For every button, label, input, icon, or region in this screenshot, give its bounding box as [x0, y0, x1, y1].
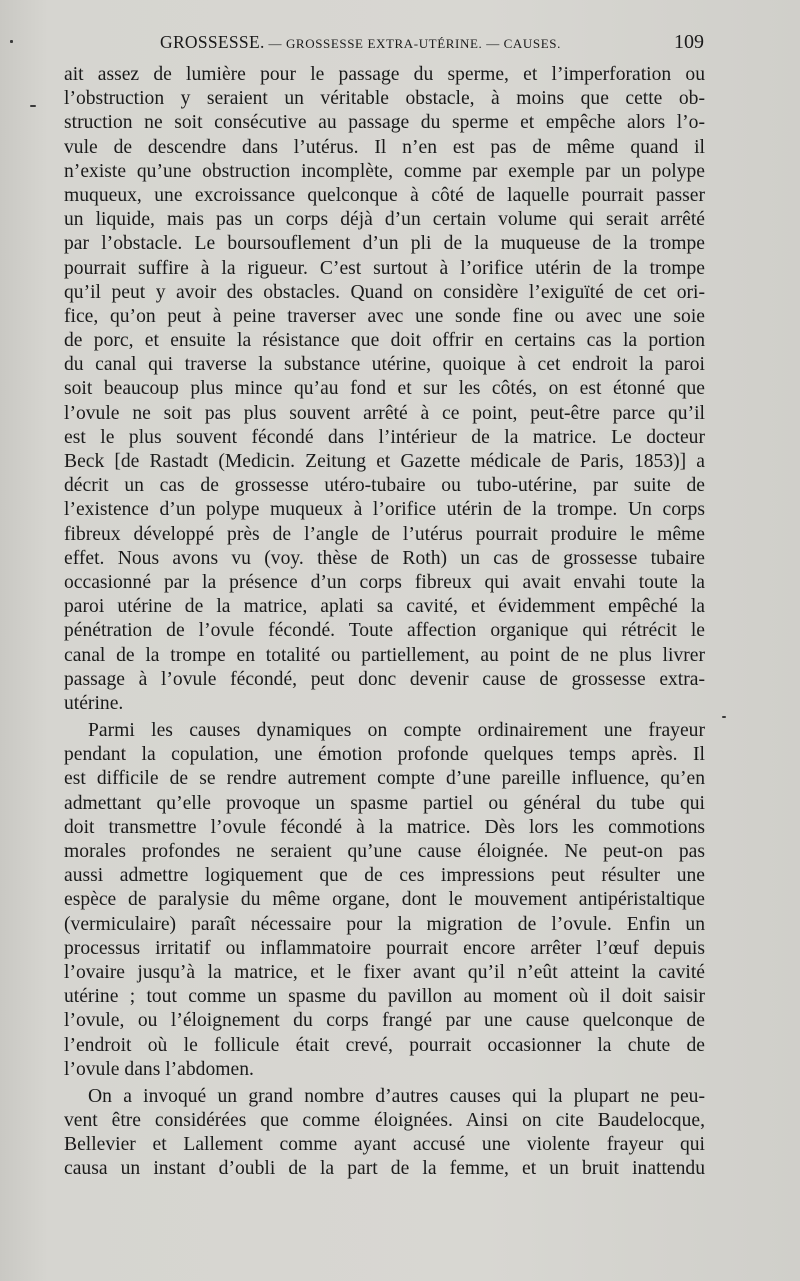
text-line: l’obstruction y seraient un véritable obstacle, à moins que cette ob-	[64, 88, 705, 110]
text-line: processus irritatif ou inflammatoire pourrait encore arrêter l’œuf depuis	[64, 937, 705, 959]
text-line: l’ovaire jusqu’à la matrice, et le fixer avant qu’il n’eût atteint la cavité	[64, 961, 705, 983]
running-title	[160, 32, 561, 53]
text-line: l’ovule ne soit pas plus souvent arrêté à ce point, peut-être parce qu’il	[64, 402, 705, 424]
text-line: muqueux, une excroissance quelconque à côté de laquelle pourrait passer	[64, 184, 705, 206]
text-line: fibreux développé près de l’angle de l’utérus pourrait produire le même	[64, 523, 705, 545]
text-line: vule de descendre dans l’utérus. Il n’en est pas de même quand il	[64, 136, 705, 158]
text-line: pénétration de l’ovule fécondé. Toute affection organique qui rétrécit le	[64, 620, 705, 642]
text-line: aussi admettre logiquement que de ces impressions peut résulter une	[64, 865, 705, 887]
text-line: On a invoqué un grand nombre d’autres causes qui la plupart ne peu-	[88, 1085, 705, 1107]
text-line: pendant la copulation, une émotion profonde quelques temps après. Il	[64, 744, 705, 766]
text-line: un liquide, mais pas un corps déjà d’un certain volume qui serait arrêté	[64, 209, 705, 231]
text-line: canal de la trompe en totalité ou partiellement, au point de ne plus livrer	[64, 644, 705, 666]
text-line: l’endroit où le follicule était crevé, pourrait occasionner la chute de	[64, 1034, 705, 1056]
text-line: (vermiculaire) paraît nécessaire pour la migration de l’ovule. Enfin un	[64, 913, 705, 935]
text-line: est le plus souvent fécondé dans l’intérieur de la matrice. Le docteur	[64, 426, 705, 448]
text-line: du canal qui traverse la substance utérine, quoique à cet endroit la paroi	[64, 354, 705, 376]
text-line: l’ovule dans l’abdomen.	[64, 1058, 254, 1080]
page-speck	[722, 716, 726, 718]
body-text	[64, 63, 705, 1182]
text-line: utérine.	[64, 692, 124, 714]
page-speck	[30, 105, 36, 107]
text-line: vent être considérées que comme éloignées. Ainsi on cite Baudelocque,	[64, 1110, 705, 1132]
text-line: n’existe qu’une obstruction incomplète, comme par exemple par un polype	[64, 160, 705, 182]
text-line: soit beaucoup plus mince qu’au fond et sur les côtés, on est étonné que	[64, 378, 705, 400]
text-line: qu’il peut y avoir des obstacles. Quand on considère l’exiguïté de cet ori-	[64, 281, 705, 303]
text-line: pourrait suffire à la rigueur. C’est surtout à l’orifice utérin de la trompe	[64, 257, 705, 279]
text-line: passage à l’ovule fécondé, peut donc devenir cause de grossesse extra-	[64, 668, 705, 690]
text-line: fice, qu’on peut à peine traverser avec une sonde fine ou avec une soie	[64, 305, 705, 327]
text-line: l’ovule, ou l’éloignement du corps frangé par une cause quelconque de	[64, 1010, 705, 1032]
paragraph	[64, 719, 705, 1082]
text-line: de porc, et ensuite la résistance que doit offrir en certains cas la portion	[64, 330, 705, 352]
text-line: causa un instant d’oubli de la part de la femme, et un bruit inattendu	[64, 1158, 705, 1180]
running-header	[64, 32, 704, 56]
text-line: effet. Nous avons vu (voy. thèse de Roth) un cas de grossesse tubaire	[64, 547, 705, 569]
text-line: doit transmettre l’ovule fécondé à la matrice. Dès lors les commotions	[64, 816, 705, 838]
text-line: décrit un cas de grossesse utéro-tubaire ou tubo-utérine, par suite de	[64, 475, 705, 497]
text-line: paroi utérine de la matrice, aplati sa cavité, et évidemment empêché la	[64, 596, 705, 618]
text-line: admettant qu’elle provoque un spasme partiel ou général du tube qui	[64, 792, 705, 814]
text-line: Beck [de Rastadt (Medicin. Zeitung et Gazette médicale de Paris, 1853)] a	[64, 451, 705, 472]
page-speck	[10, 40, 13, 43]
text-line: Bellevier et Lallement comme ayant accusé une violente frayeur qui	[64, 1134, 705, 1156]
text-line: l’existence d’un polype muqueux à l’orifice utérin de la trompe. Un corps	[64, 499, 705, 521]
text-line: par l’obstacle. Le boursouflement d’un pli de la muqueuse de la trompe	[64, 233, 705, 255]
paragraph	[64, 1085, 705, 1182]
text-line: espèce de paralysie du même organe, dont le mouvement antipéristaltique	[64, 889, 705, 911]
text-line: est difficile de se rendre autrement compte d’une pareille influence, qu’en	[64, 768, 705, 790]
running-title-subtitle: — GROSSESSE EXTRA-UTÉRINE. — CAUSES.	[264, 36, 561, 51]
text-line: occasionné par la présence d’un corps fibreux qui avait envahi toute la	[64, 571, 705, 593]
paragraph	[64, 63, 705, 716]
running-title-main: GROSSESSE.	[160, 32, 265, 52]
text-line: ait assez de lumière pour le passage du sperme, et l’imperforation ou	[64, 64, 705, 85]
text-line: Parmi les causes dynamiques on compte ordinairement une frayeur	[88, 720, 705, 742]
text-line: morales profondes ne seraient qu’une cause éloignée. Ne peut-on pas	[64, 841, 705, 862]
page-number: 109	[674, 31, 704, 53]
text-line: utérine ; tout comme un spasme du pavillon au moment où il doit saisir	[64, 986, 705, 1008]
text-line: struction ne soit consécutive au passage du sperme et empêche alors l’o-	[64, 112, 705, 134]
